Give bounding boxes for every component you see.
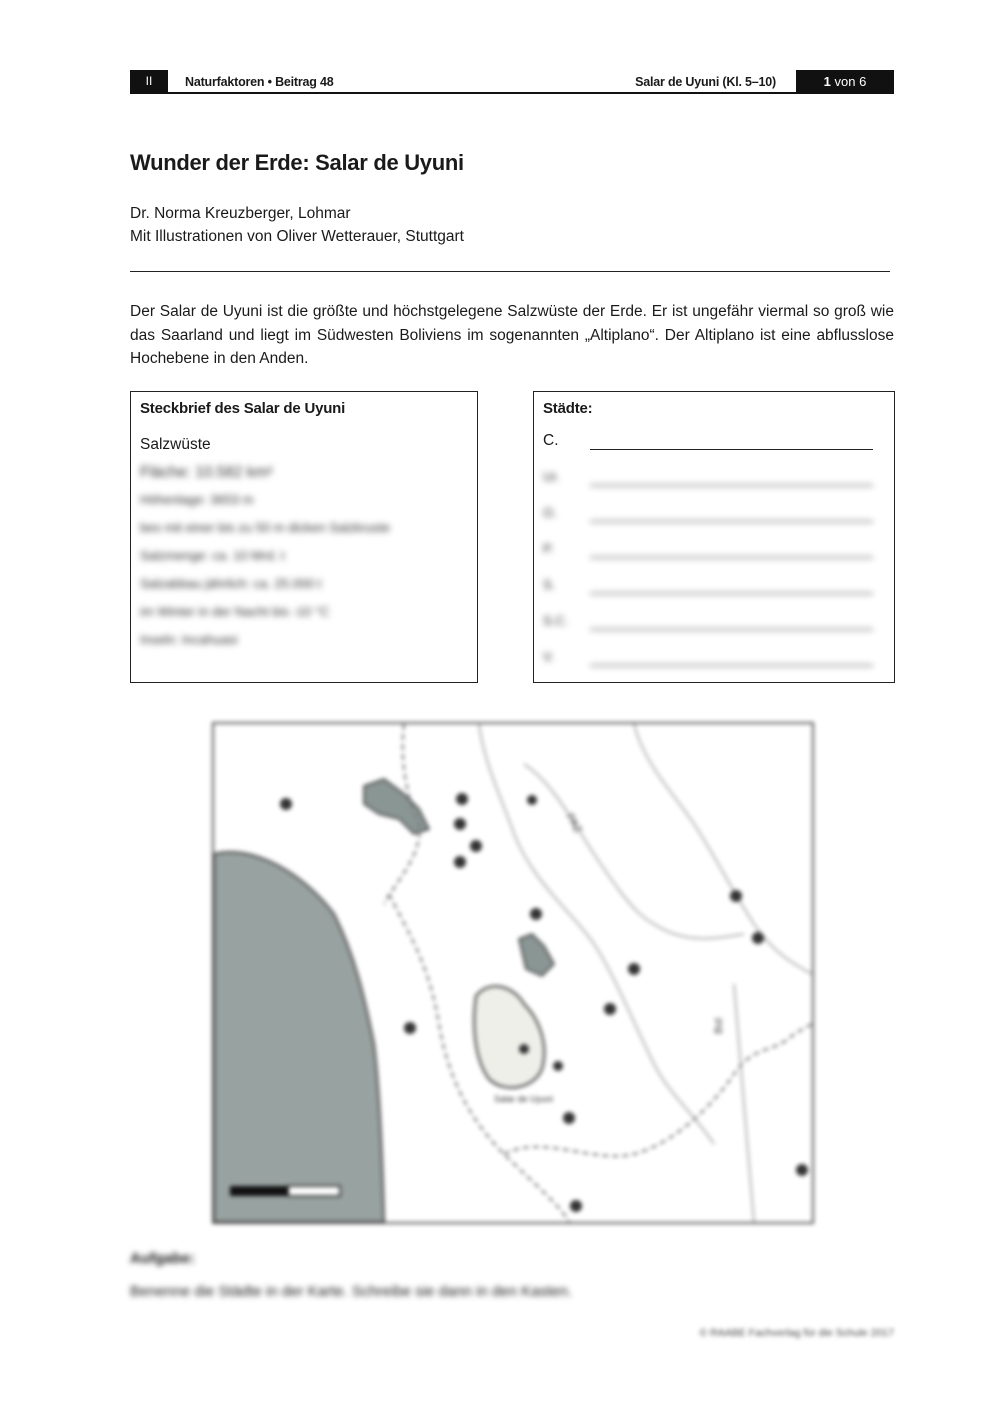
- scale-bar: [230, 1186, 340, 1196]
- city-label: S.: [543, 577, 556, 592]
- fact-item: bes mit einer bis zu 50 m dicken Salzkruste: [140, 520, 390, 535]
- factbox: [130, 391, 478, 683]
- city-marker: [553, 1061, 563, 1071]
- boundary-line: [504, 1024, 812, 1156]
- fact-item: Fläche: 10.582 km²: [140, 464, 273, 481]
- section-badge: II: [130, 70, 168, 92]
- copyright-footer: © RAABE Fachverlag für die Schule 2017: [699, 1327, 894, 1339]
- answer-line[interactable]: [590, 521, 873, 522]
- answer-line[interactable]: [590, 449, 873, 450]
- factbox-title: Steckbrief des Salar de Uyuni: [140, 400, 346, 417]
- city-marker: [530, 908, 542, 920]
- map-label: Bol: [713, 1018, 725, 1034]
- city-marker: [470, 840, 482, 852]
- city-label: V.: [543, 649, 555, 664]
- fact-item: Salzwüste: [140, 436, 211, 453]
- illustrator-name: Mit Illustrationen von Oliver Wetterauer, Stuttgart: [130, 228, 464, 245]
- page-title: Wunder der Erde: Salar de Uyuni: [130, 150, 464, 175]
- city-marker: [628, 963, 640, 975]
- city-marker: [519, 1044, 529, 1054]
- answer-line[interactable]: [590, 629, 873, 630]
- answer-line[interactable]: [590, 557, 873, 558]
- city-marker: [563, 1112, 575, 1124]
- answer-line[interactable]: [590, 593, 873, 594]
- page-indicator: [796, 70, 894, 92]
- city-marker: [604, 1003, 616, 1015]
- city-marker: [527, 795, 537, 805]
- city-label: S.C.: [543, 613, 569, 628]
- fact-item: Höhenlage: 3653 m: [140, 492, 254, 507]
- cities-box: [533, 391, 895, 683]
- grey-region: [214, 852, 384, 1222]
- fact-item: im Winter in der Nacht bis -10 °C: [140, 604, 330, 619]
- map-figure: [212, 722, 814, 1224]
- fact-item: Inseln: Incahuasi: [140, 632, 238, 647]
- page-number: 1: [823, 74, 831, 89]
- city-marker: [796, 1164, 808, 1176]
- city-marker: [454, 856, 466, 868]
- city-marker: [404, 1022, 416, 1034]
- fact-item: Salzmenge: ca. 10 Mrd. t: [140, 548, 285, 563]
- task-text: Benenne die Städte in der Karte. Schreibe sie dann in den Kasten.: [130, 1283, 572, 1300]
- city-marker: [454, 818, 466, 830]
- cities-title: Städte:: [543, 400, 593, 417]
- city-marker: [730, 890, 742, 902]
- city-label: O.: [543, 505, 557, 520]
- map-label: PAZ: [563, 811, 585, 836]
- author-block: [130, 202, 464, 248]
- answer-line[interactable]: [590, 485, 873, 486]
- header-topic: Salar de Uyuni (Kl. 5–10): [635, 75, 776, 89]
- map-label: Salar de Uyuni: [494, 1094, 554, 1104]
- city-marker: [456, 793, 468, 805]
- salt-flat: [474, 986, 544, 1087]
- city-marker: [570, 1200, 582, 1212]
- city-label: P.: [543, 541, 554, 556]
- river: [734, 984, 754, 1222]
- lake-middle: [519, 934, 554, 976]
- divider: [130, 271, 890, 272]
- city-label: Ur.: [543, 469, 560, 484]
- map-drawing: [214, 724, 812, 1222]
- author-name: Dr. Norma Kreuzberger, Lohmar: [130, 205, 351, 222]
- city-label: C.: [543, 432, 559, 449]
- city-marker: [752, 932, 764, 944]
- city-marker: [280, 798, 292, 810]
- intro-paragraph: Der Salar de Uyuni ist die größte und höchstgelegene Salzwüste der Erde. Er ist ungefähr viermal so groß wie das Saarland und liegt im Südwesten Boliviens im sogenannten „Altiplano“. Der Altiplano ist eine abflusslose Hochebene in den Anden.: [130, 303, 894, 367]
- header-series: Naturfaktoren • Beitrag 48: [185, 75, 334, 89]
- fact-item: Salzabbau jährlich: ca. 25.000 t: [140, 576, 322, 591]
- page-of: von 6: [834, 74, 867, 89]
- page-header: [130, 70, 894, 94]
- task-heading: Aufgabe:: [130, 1250, 195, 1267]
- answer-line[interactable]: [590, 665, 873, 666]
